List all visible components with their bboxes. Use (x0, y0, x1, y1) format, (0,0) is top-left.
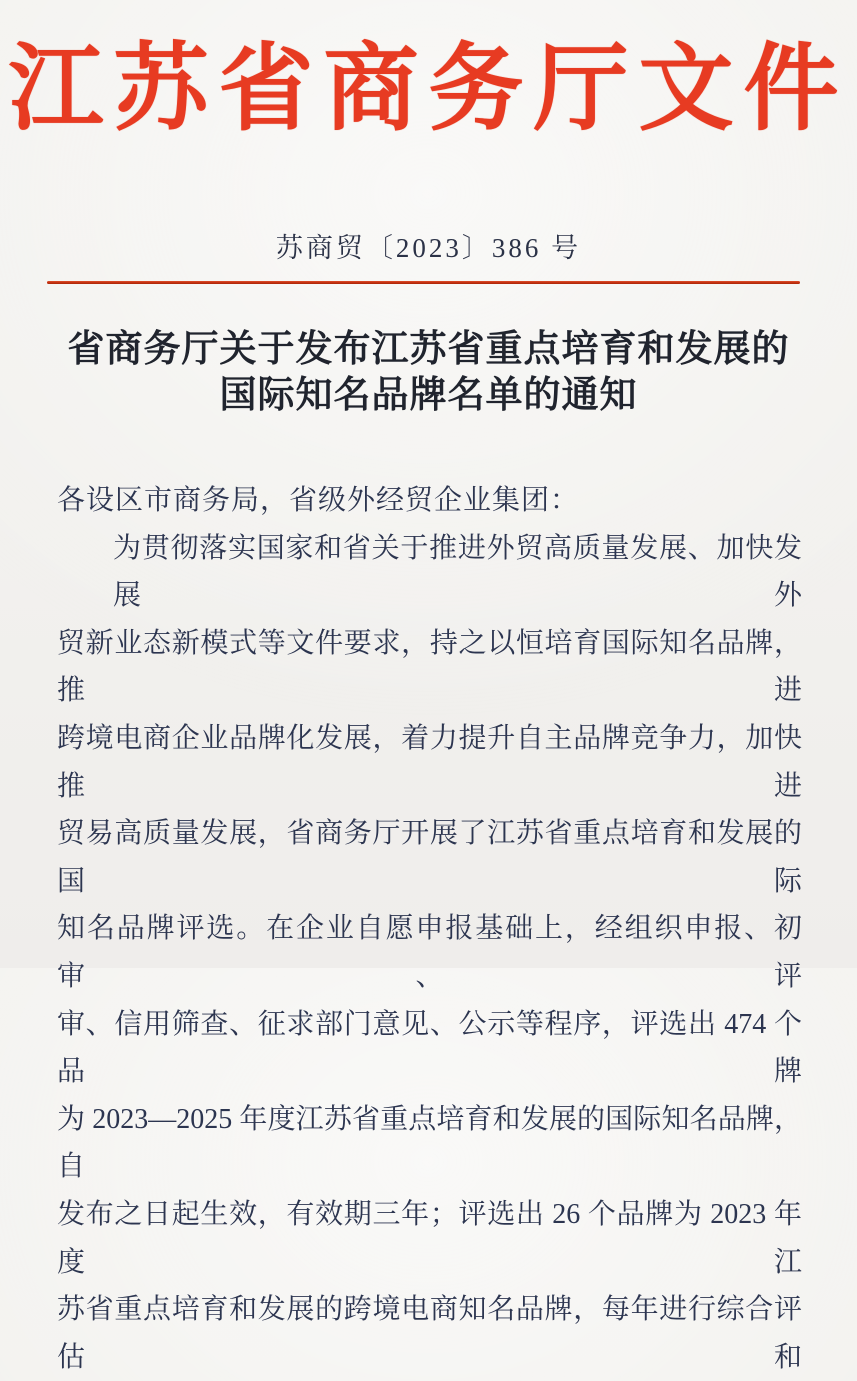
body-line: 知名品牌评选。在企业自愿申报基础上，经组织申报、初审、评 (57, 913, 802, 992)
official-document-page (0, 32, 857, 1373)
body-line: 苏省重点培育和发展的跨境电商知名品牌，每年进行综合评估和 (57, 1294, 802, 1373)
body-line: 跨境电商企业品牌化发展，着力提升自主品牌竞争力，加快推进 (57, 722, 802, 802)
body-line: 贸易高质量发展，省商务厅开展了江苏省重点培育和发展的国际 (57, 818, 802, 897)
body-line: 为 2023—2025 年度江苏省重点培育和发展的国际知名品牌，自 (57, 1103, 802, 1183)
document-title-line-2: 国际知名品牌名单的通知 (219, 375, 638, 416)
body-line: 发布之日起生效，有效期三年；评选出 26 个品牌为 2023 年度江 (57, 1198, 802, 1278)
document-body (57, 477, 802, 1381)
body-line: 为贯彻落实国家和省关于推进外贸高质量发展、加快发展外 (113, 532, 802, 612)
red-divider-rule (47, 281, 800, 284)
body-line: 贸新业态新模式等文件要求，持之以恒培育国际知名品牌，推进 (57, 627, 802, 707)
body-line: 审、信用筛查、征求部门意见、公示等程序，评选出 474 个品牌 (57, 1008, 802, 1088)
document-reference-number: 苏商贸〔2023〕386 号 (275, 233, 582, 263)
salutation-line: 各设区市商务局，省级外经贸企业集团： (57, 485, 580, 516)
document-masthead: 江苏省商务厅文件 (8, 36, 849, 142)
document-title (0, 327, 857, 419)
document-title-line-1: 省商务厅关于发布江苏省重点培育和发展的 (67, 329, 790, 370)
